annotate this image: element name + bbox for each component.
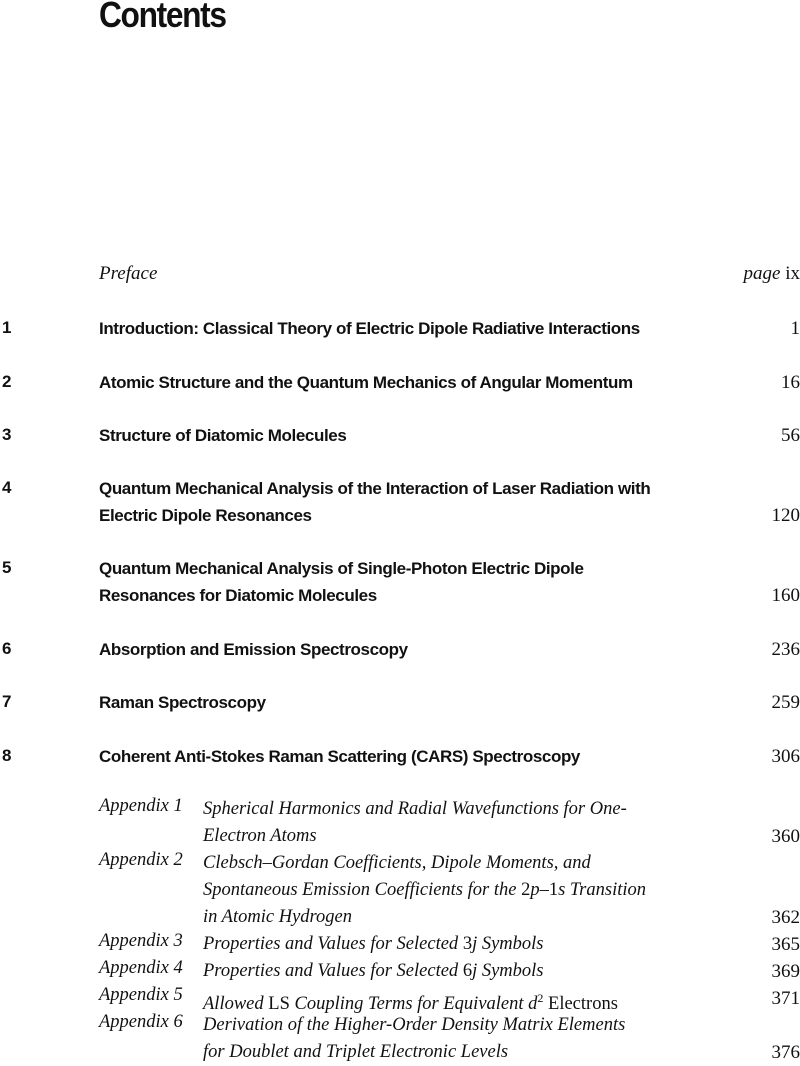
appendix-title xyxy=(203,796,723,850)
chapter-page: 306 xyxy=(772,743,800,770)
appendix-title-part: p– xyxy=(530,880,549,900)
toc-appendix-1[interactable] xyxy=(0,796,800,850)
toc-chapter-6[interactable] xyxy=(0,636,800,663)
preface-page-number: ix xyxy=(785,263,800,284)
toc-appendix-6[interactable] xyxy=(0,1012,800,1066)
toc-chapter-8[interactable] xyxy=(0,743,800,770)
appendix-title-part: s Transition xyxy=(558,880,646,900)
chapter-title: Quantum Mechanical Analysis of Single-Photon Electric Dipole Resonances for Diatomic Molecules xyxy=(99,555,659,609)
preface-page xyxy=(744,263,800,285)
appendix-page: 371 xyxy=(772,985,800,1012)
appendix-title-part: 2 xyxy=(537,991,543,1005)
chapter-number: 3 xyxy=(2,425,11,445)
appendix-title-part: 6 xyxy=(463,961,472,981)
appendix-label: Appendix 2 xyxy=(99,850,183,871)
toc-chapter-4[interactable] xyxy=(0,475,800,529)
appendix-title-part: 2 xyxy=(521,880,530,900)
toc-chapter-2[interactable] xyxy=(0,369,800,396)
toc-chapter-7[interactable] xyxy=(0,689,800,716)
toc-appendix-4[interactable] xyxy=(0,958,800,985)
appendix-label: Appendix 5 xyxy=(99,985,183,1006)
appendix-title-part: Coupling Terms for Equivalent xyxy=(290,994,528,1014)
appendix-page: 376 xyxy=(772,1039,800,1066)
appendix-label: Appendix 6 xyxy=(99,1012,183,1033)
toc-appendix-2[interactable] xyxy=(0,850,800,931)
chapter-page: 120 xyxy=(772,502,800,529)
appendix-title-part: Properties and Values for Selected xyxy=(203,961,463,981)
appendix-title xyxy=(203,958,723,985)
chapter-page: 16 xyxy=(781,369,800,396)
appendix-title-part: LS xyxy=(268,994,290,1014)
chapter-number: 7 xyxy=(2,692,11,712)
chapter-page: 56 xyxy=(781,422,800,449)
chapter-title: Coherent Anti-Stokes Raman Scattering (CARS) Spectroscopy xyxy=(99,743,739,770)
toc-appendix-3[interactable] xyxy=(0,931,800,958)
appendix-label: Appendix 4 xyxy=(99,958,183,979)
appendix-title-line: Spherical Harmonics and Radial Wavefunctions for One- xyxy=(203,799,627,819)
appendix-title-line: Derivation of the Higher-Order Density Matrix Elements xyxy=(203,1015,625,1035)
chapter-title: Quantum Mechanical Analysis of the Interaction of Laser Radiation with Electric Dipole Resonances xyxy=(99,475,709,529)
appendix-page: 360 xyxy=(772,823,800,850)
toc-chapter-5[interactable] xyxy=(0,555,800,609)
chapter-page: 259 xyxy=(772,689,800,716)
appendix-page: 365 xyxy=(772,931,800,958)
appendix-title-line: in Atomic Hydrogen xyxy=(203,907,352,927)
toc-appendix-5[interactable] xyxy=(0,985,800,1012)
appendix-title-line: for Doublet and Triplet Electronic Levels xyxy=(203,1042,508,1062)
appendix-title-line: Clebsch–Gordan Coefficients, Dipole Moments, and xyxy=(203,853,591,873)
toc-entry-preface[interactable] xyxy=(0,263,800,290)
chapter-title: Introduction: Classical Theory of Electric Dipole Radiative Interactions xyxy=(99,315,739,342)
appendix-title xyxy=(203,850,723,931)
appendix-page: 369 xyxy=(772,958,800,985)
appendix-title-part: Electrons xyxy=(543,994,618,1014)
chapter-page: 160 xyxy=(772,582,800,609)
appendix-title-part: 1 xyxy=(549,880,558,900)
chapter-title: Raman Spectroscopy xyxy=(99,689,739,716)
chapter-number: 5 xyxy=(2,558,11,578)
chapter-title: Atomic Structure and the Quantum Mechanics of Angular Momentum xyxy=(99,369,739,396)
preface-label: Preface xyxy=(99,263,157,285)
appendix-title xyxy=(203,1012,723,1066)
appendix-label: Appendix 3 xyxy=(99,931,183,952)
chapter-number: 8 xyxy=(2,746,11,766)
appendix-title-part: Allowed xyxy=(203,994,268,1014)
appendix-label: Appendix 1 xyxy=(99,796,183,817)
appendix-title-part: 3 xyxy=(463,934,472,954)
chapter-number: 1 xyxy=(2,318,11,338)
appendix-title-part: Properties and Values for Selected xyxy=(203,934,463,954)
appendix-title-part: j Symbols xyxy=(472,961,543,981)
appendix-title-line: Electron Atoms xyxy=(203,826,317,846)
chapter-title: Absorption and Emission Spectroscopy xyxy=(99,636,739,663)
toc-chapter-1[interactable] xyxy=(0,315,800,342)
page-prefix: page xyxy=(744,263,781,284)
toc-chapter-3[interactable] xyxy=(0,422,800,449)
page-title: Contents xyxy=(99,0,226,36)
appendix-title-part: j Symbols xyxy=(472,934,543,954)
chapter-number: 4 xyxy=(2,478,11,498)
appendix-title xyxy=(203,931,723,958)
chapter-page: 236 xyxy=(772,636,800,663)
appendix-page: 362 xyxy=(772,904,800,931)
chapter-number: 6 xyxy=(2,639,11,659)
appendix-title-part: Spontaneous Emission Coefficients for the xyxy=(203,880,521,900)
chapter-number: 2 xyxy=(2,372,11,392)
chapter-page: 1 xyxy=(791,315,800,342)
appendix-title-part: d xyxy=(528,994,537,1014)
chapter-title: Structure of Diatomic Molecules xyxy=(99,422,739,449)
